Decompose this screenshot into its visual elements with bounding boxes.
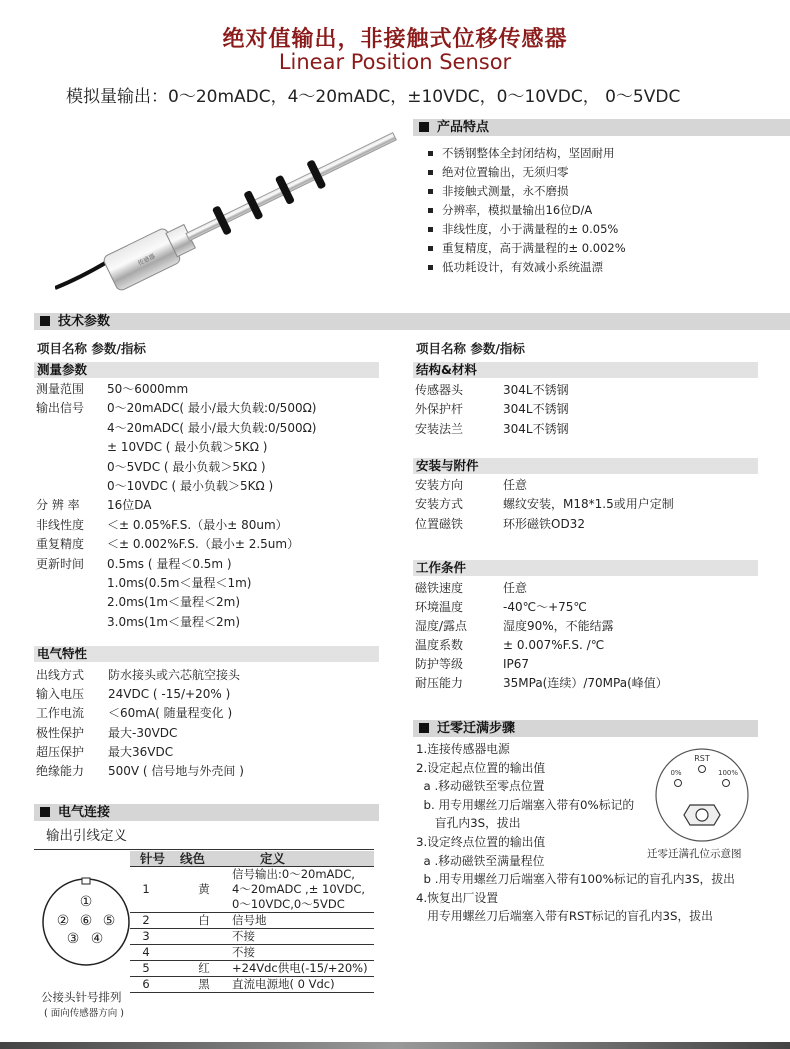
param-name: 防护等级 — [415, 657, 464, 671]
param-name: 安装方向 — [415, 478, 464, 492]
definition-line: 信号地 — [232, 913, 267, 927]
calibration-step-line: 4.恢复出厂设置 — [416, 890, 499, 905]
param-value: 24VDC ( -15/+20% ) — [108, 687, 231, 702]
feature-item: 分辨率，模拟量输出16位D/A — [428, 203, 592, 217]
param-name: 输出信号 — [36, 401, 85, 416]
param-name: 湿度/露点 — [415, 619, 468, 633]
param-value: 防水接头或六芯航空接头 — [108, 668, 241, 682]
pin-definition-cell — [230, 913, 374, 929]
param-value: 最大-30VDC — [108, 725, 178, 740]
pin-number-cell: 4 — [130, 945, 178, 961]
param-value: 4～20mADC( 最小/最大负载:0/500Ω) — [107, 420, 317, 435]
param-value: 35MPa(连续）/70MPa(峰值） — [503, 676, 668, 690]
param-name: 安装法兰 — [415, 421, 464, 436]
param-value: 1.0ms(0.5m＜量程＜1m) — [107, 576, 252, 590]
param-name: 输入电压 — [36, 687, 85, 702]
pin-number-cell: 3 — [130, 929, 178, 945]
table-row — [130, 867, 374, 913]
pin-1-label: ① — [79, 894, 93, 910]
definition-line: 4～20mADC ,± 10VDC, — [232, 882, 366, 896]
calibration-heading: 迁零迁满步骤 — [413, 720, 758, 737]
param-name: 位置磁铁 — [415, 516, 464, 531]
calibration-step-line: 3.设定终点位置的输出值 — [416, 835, 546, 849]
param-value: 16位DA — [107, 498, 152, 513]
calibration-step-line: a .移动磁铁至零点位置 — [416, 779, 545, 794]
analog-output-line: 模拟量输出：0～20mADC，4～20mADC，±10VDC，0～10VDC， 0～5VDC — [66, 87, 681, 107]
pin-6-label: ⑥ — [79, 913, 93, 929]
pin-number-cell: 6 — [130, 977, 178, 993]
param-value: 2.0ms(1m＜量程＜2m) — [107, 595, 241, 610]
bullet-square-icon — [419, 122, 429, 132]
param-value: ± 10VDC ( 最小负载＞5KΩ ) — [107, 440, 268, 455]
calibration-step-line: b .用专用螺丝刀后端塞入带有100%标记的盲孔内3S，拔出 — [416, 872, 735, 887]
measure-params-heading: 测量参数 — [34, 362, 379, 378]
connector-pin-diagram — [40, 876, 132, 968]
tech-params-heading: 技术参数 — [34, 313, 790, 330]
param-value: IP67 — [503, 657, 530, 671]
calibration-step-line: a .移动磁铁至满量程位 — [416, 853, 545, 868]
param-name: 传感器头 — [415, 383, 464, 397]
bullet-square-icon — [419, 723, 429, 733]
calibration-hole-diagram — [652, 745, 752, 845]
wire-color-cell — [178, 929, 230, 945]
pin-arrangement-caption: 公接头针号排列 — [41, 990, 122, 1004]
svg-text:传感器: 传感器 — [137, 252, 157, 268]
table-row — [130, 945, 374, 961]
param-value: 0～20mADC( 最小/最大负载:0/500Ω) — [107, 401, 317, 416]
param-name: 超压保护 — [36, 744, 85, 759]
zero-label: 0% — [670, 769, 682, 777]
calibration-step-line: b. 用专用螺丝刀后端塞入带有0%标记的 — [416, 797, 635, 812]
feature-item: 非线性度，小于满量程的± 0.05% — [428, 222, 618, 236]
pin-definition-table — [130, 851, 374, 993]
param-name: 出线方式 — [36, 668, 85, 682]
param-value: 500V ( 信号地与外壳间 ) — [108, 764, 244, 778]
pin-number-cell: 1 — [130, 867, 178, 913]
pin-5-label: ⑤ — [102, 913, 116, 929]
param-value: 0～5VDC ( 最小负载＞5KΩ ) — [107, 459, 266, 474]
sensor-product-image — [55, 112, 400, 297]
param-name: 工作电流 — [36, 706, 85, 721]
param-name: 重复精度 — [36, 537, 85, 552]
calibration-diagram-caption: 迁零迁满孔位示意图 — [647, 848, 742, 860]
pin-arrangement-subcaption: ( 面向传感器方向 ) — [44, 1008, 124, 1019]
calibration-step-line: 2.设定起点位置的输出值 — [416, 760, 546, 775]
param-value: 304L不锈钢 — [503, 421, 569, 436]
param-name: 极性保护 — [36, 725, 85, 740]
connection-heading: 电气连接 — [34, 804, 379, 821]
calibration-step-line: 用专用螺丝刀后端塞入带有RST标记的盲孔内3S，拔出 — [416, 909, 713, 924]
feature-item: 绝对位置输出，无须归零 — [428, 165, 569, 179]
col-header-def: 定义 — [230, 851, 374, 867]
features-heading: 产品特点 — [413, 119, 790, 136]
feature-item: 非接触式测量，永不磨损 — [428, 184, 569, 198]
param-name: 测量范围 — [36, 382, 85, 396]
col-header-pin: 针号 — [130, 851, 178, 867]
structure-heading: 结构&材料 — [413, 362, 758, 378]
table-row — [130, 977, 374, 993]
bullet-square-icon — [40, 807, 50, 817]
full-label: 100% — [717, 769, 739, 777]
pin-3-label: ③ — [66, 931, 80, 947]
pin-2-label: ② — [56, 913, 70, 929]
pin-number-cell: 5 — [130, 961, 178, 977]
feature-item: 低功耗设计，有效减小系统温漂 — [428, 260, 603, 274]
tech-col-header-right: 项目名称 参数/指标 — [416, 341, 525, 356]
pin-definition-cell — [230, 945, 374, 961]
definition-line: 信号输出:0～20mADC, — [232, 867, 355, 881]
feature-item: 重复精度，高于满量程的± 0.002% — [428, 241, 626, 255]
wire-color-cell: 红 — [178, 961, 230, 977]
wire-color-cell: 白 — [178, 913, 230, 929]
page-title: 绝对值输出，非接触式位移传感器 — [222, 27, 568, 52]
pin-definition-cell — [230, 867, 374, 913]
param-value: 304L不锈钢 — [503, 383, 569, 397]
param-value: 50～6000mm — [107, 382, 189, 396]
param-name: 安装方式 — [415, 497, 464, 512]
definition-line: 不接 — [232, 945, 255, 959]
pin-definition-cell — [230, 929, 374, 945]
param-name: 耐压能力 — [415, 676, 464, 690]
param-name: 磁铁速度 — [415, 581, 464, 595]
param-name: 绝缘能力 — [36, 764, 85, 778]
param-value: 304L不锈钢 — [503, 402, 569, 417]
param-name: 外保护杆 — [415, 402, 464, 417]
pin-definition-cell — [230, 977, 374, 993]
param-value: ＜± 0.05%F.S.（最小± 80um） — [107, 517, 288, 532]
bottom-decorative-bar — [0, 1042, 790, 1049]
output-wire-definition-title: 输出引线定义 — [46, 828, 127, 844]
conditions-heading: 工作条件 — [413, 560, 758, 576]
param-value: 0.5ms ( 量程＜0.5m ) — [107, 556, 232, 571]
page-subtitle: Linear Position Sensor — [278, 50, 512, 74]
install-heading: 安装与附件 — [413, 458, 758, 474]
feature-item: 不锈钢整体全封闭结构，坚固耐用 — [428, 146, 615, 160]
pin-definition-cell — [230, 961, 374, 977]
param-value: ± 0.007%F.S. /℃ — [503, 638, 605, 652]
param-name: 温度系数 — [415, 638, 464, 652]
param-value: ＜± 0.002%F.S.（最小± 2.5um） — [107, 537, 300, 552]
param-value: 任意 — [503, 581, 528, 595]
wire-color-cell: 黑 — [178, 977, 230, 993]
param-value: 0～10VDC ( 最小负载＞5KΩ ) — [107, 479, 274, 493]
param-name: 更新时间 — [36, 556, 85, 571]
param-name: 环境温度 — [415, 600, 464, 614]
wire-color-cell: 黄 — [178, 867, 230, 913]
param-value: 湿度90%，不能结露 — [503, 619, 614, 633]
table-header-row — [130, 851, 374, 867]
table-row — [130, 961, 374, 977]
param-value: 螺纹安装，M18*1.5或用户定制 — [503, 497, 674, 512]
table-row — [130, 929, 374, 945]
param-value: -40℃～+75℃ — [503, 600, 587, 614]
param-value: 最大36VDC — [108, 744, 174, 759]
param-name: 分 辨 率 — [36, 498, 80, 513]
calibration-step-line: 盲孔内3S，拔出 — [416, 816, 521, 831]
definition-line: 0～10VDC,0～5VDC — [232, 897, 345, 911]
definition-line: +24Vdc供电(-15/+20%) — [232, 961, 368, 975]
param-value: 3.0ms(1m＜量程＜2m) — [107, 614, 241, 629]
param-name: 非线性度 — [36, 517, 85, 532]
rst-label: RST — [694, 754, 710, 763]
definition-line: 直流电源地( 0 Vdc) — [232, 977, 335, 991]
calibration-step-line: 1.连接传感器电源 — [416, 742, 510, 756]
tech-col-header-left: 项目名称 参数/指标 — [37, 341, 146, 356]
param-value: ＜60mA( 随量程变化 ) — [108, 706, 233, 721]
pin-4-label: ④ — [90, 931, 104, 947]
col-header-color: 线色 — [178, 851, 230, 867]
bullet-square-icon — [40, 316, 50, 326]
wire-color-cell — [178, 945, 230, 961]
pin-number-cell: 2 — [130, 913, 178, 929]
param-value: 任意 — [503, 478, 528, 492]
electrical-heading: 电气特性 — [34, 646, 379, 662]
definition-line: 不接 — [232, 929, 255, 943]
param-value: 环形磁铁OD32 — [503, 516, 585, 531]
table-row — [130, 913, 374, 929]
connection-divider — [34, 849, 374, 850]
